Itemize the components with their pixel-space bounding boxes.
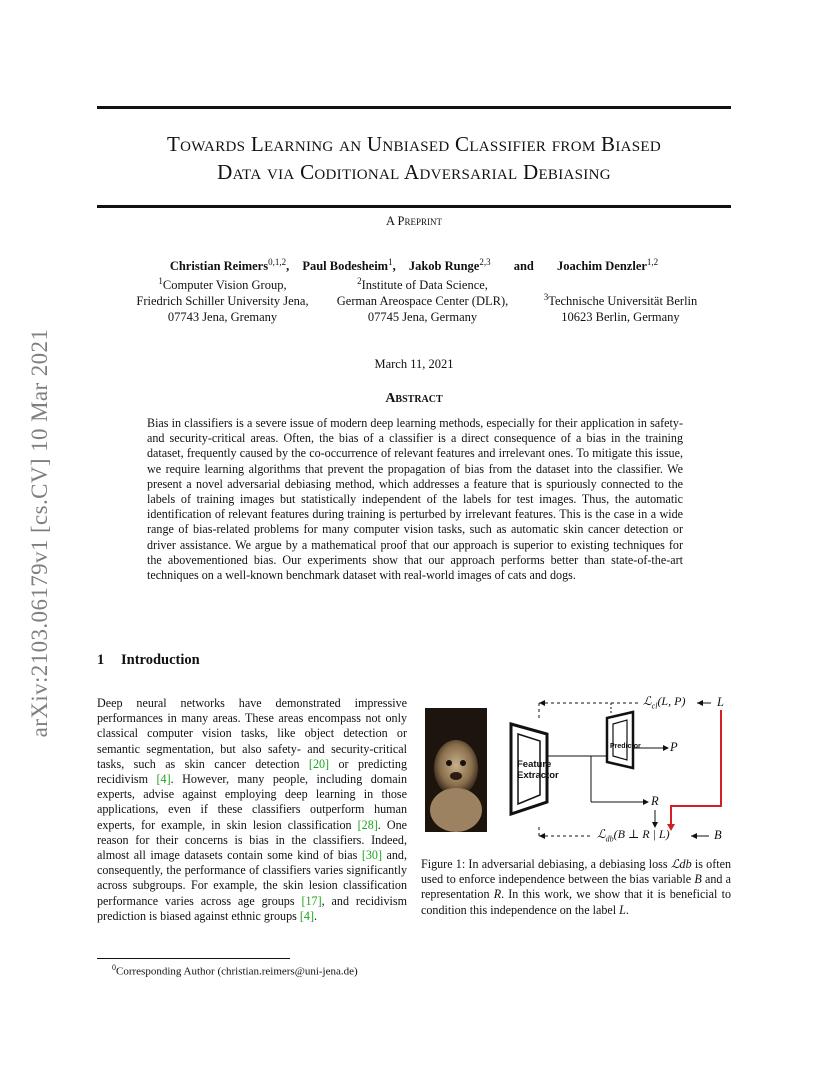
arxiv-identifier: arXiv:2103.06179v1 [cs.CV] 10 Mar 2021 [27, 328, 52, 738]
author-affiliation-mark: 1 [388, 257, 393, 267]
figure-caption [421, 857, 731, 918]
variable-label: B [714, 828, 722, 842]
citation-link[interactable]: [30] [361, 848, 383, 863]
loss-arguments: (B ⊥ R | L) [613, 827, 670, 841]
publication-date: March 11, 2021 [374, 357, 454, 371]
title-bottom-rule [97, 205, 731, 208]
citation-link[interactable]: [17] [301, 893, 322, 908]
feature-extractor-label [517, 759, 559, 781]
author-name: Paul Bodesheim [302, 259, 389, 274]
title-top-rule [97, 106, 731, 109]
text-run: . One reason for their concerns is bias in the classifiers. Indeed, almost all image datasets contain some kind of bias [97, 817, 407, 863]
footnote [112, 963, 358, 978]
debiasing-loss [597, 827, 670, 843]
citation-link[interactable]: [4] [299, 908, 314, 923]
author-affiliation-mark: 2,3 [479, 257, 491, 267]
predictor-label: Predictor [610, 743, 641, 750]
author-list: Christian Reimers$^{0,1,2}$, Paul Bodesheim$^1$, Jakob Runge$^{2,3}$ and Joachim Denzler$^{1,2}$ [169, 257, 659, 274]
affiliation-mark: 2 [357, 276, 362, 286]
section-heading [97, 652, 200, 669]
author-name: Christian Reimers [169, 259, 269, 274]
affiliation-line: 10623 Berlin, Germany [561, 310, 680, 325]
title-line-2: Data via Coditional Adversarial Debiasing [217, 160, 611, 184]
affiliation-line: Institute of Data Science, [361, 278, 488, 293]
author-affiliation-mark: 1,2 [646, 257, 659, 267]
label-condition-path [671, 710, 721, 824]
math-symbol: L [619, 902, 626, 917]
figure-1 [421, 690, 731, 850]
loss-symbol: ℒ [643, 694, 652, 708]
debiasing-diagram [421, 690, 731, 850]
variable-label: R [651, 794, 659, 808]
footnote-mark: 0 [112, 963, 116, 972]
text-run: . [625, 902, 629, 917]
text-run: is often used to enforce independence between the bias variable [421, 857, 731, 887]
affiliation-2 [320, 273, 525, 325]
author-name: Joachim Denzler [557, 259, 647, 274]
affiliation-3 [523, 289, 718, 325]
footnote-rule [97, 958, 290, 959]
affiliation-mark: 3 [543, 292, 549, 302]
text-run: or predicting recidivism [97, 756, 407, 787]
math-symbol: R [493, 887, 502, 902]
feature-extractor-label-line: Extractor [517, 770, 559, 781]
loss-subscript: cl [651, 701, 658, 711]
authors-conjunction: and [513, 259, 534, 274]
preprint-label: A Preprint [386, 214, 442, 228]
affiliation-line: 07743 Jena, Gremany [167, 310, 278, 325]
text-run: . However, many people, including domain experts, advise against employing deep learning in those applications, even if these classifiers outperform human experts, for example, in skin lesion classification [97, 772, 407, 832]
text-run: Figure 1: In adversarial debiasing, a debiasing loss [421, 857, 671, 871]
author-name: Jakob Runge [408, 259, 480, 274]
math-symbol: B [694, 872, 702, 887]
loss-subscript: db [605, 834, 614, 844]
feature-extractor-label-line: Feature [517, 759, 552, 770]
text-run: . [313, 908, 318, 923]
footnote-text: Corresponding Author (christian.reimers@uni-jena.de) [116, 965, 358, 978]
affiliation-line: 07745 Jena, Germany [367, 310, 478, 325]
variable-P [670, 740, 678, 755]
variable-L [717, 695, 724, 710]
citation-link[interactable]: [20] [308, 756, 330, 771]
author-affiliation-mark: 0,1,2 [268, 257, 287, 267]
affiliation-mark: 1 [158, 276, 163, 286]
section-title: Introduction [121, 652, 200, 668]
affiliation-line: Computer Vision Group, [162, 278, 287, 293]
loss-arguments: (L, P) [657, 694, 686, 708]
variable-label: P [670, 740, 678, 754]
abstract-heading: Abstract [385, 391, 443, 406]
text-run: Deep neural networks have demonstrated impressive performances in many areas. These areas encompass not only classical computer vision tasks, like object detection or semantic segmentation, but also safety- and security-critical tasks, such as skin cancer detection [97, 696, 407, 771]
citation-link[interactable]: [4] [156, 772, 171, 787]
loss-symbol: ℒ [597, 827, 606, 841]
text-run: , and recidivism prediction is biased against ethnic groups [97, 893, 407, 923]
paper-title [97, 130, 731, 186]
classification-loss [643, 694, 685, 710]
title-line-1: Towards Learning an Unbiased Classifier from Biased [167, 132, 661, 156]
affiliation-line: Friedrich Schiller University Jena, [136, 294, 309, 309]
affiliation-1 [115, 273, 330, 325]
abstract-text: Bias in classifiers is a severe issue of modern deep learning methods, especially for their application in safety- and security-critical areas. Often, the bias of a classifier is a direct consequence of a bias in the training dataset, frequently caused by the co-occurrence of relevant features and irrelevant ones. To mitigate this issue, we require learning algorithms that prevent the propagation of bias from the dataset into the classifier. We present a novel adversarial debiasing method, which addresses a feature that is spuriously connected to the labels of training images but statistically independent of the labels for test images. Thus, the automatic identification of relevant features during training is perturbed by irrelevant features. This is the case in a wide range of bias-related problems for many computer vision tasks, such as automatic skin cancer detection or driver assistance. We argue by a mathematical proof that our approach is superior to existing techniques for the abovementioned bias. Our experiments show that our approach performs better than state-of-the-art techniques on a well-known benchmark dataset with real-world images of cats and dogs. [147, 416, 683, 583]
variable-B [714, 828, 722, 843]
text-run: and a representation [421, 872, 731, 902]
introduction-paragraph [97, 696, 407, 924]
variable-R [651, 794, 659, 809]
affiliation-line: Technische Universität Berlin [548, 294, 698, 309]
variable-label: L [717, 695, 724, 709]
text-run: and, consequently, the performance of classifiers varies significantly across subgroups. For example, the skin lesion classification performance varies across age groups [97, 848, 408, 908]
math-symbol: ℒdb [670, 857, 692, 871]
section-number: 1 [97, 652, 105, 668]
predictor-block [607, 712, 633, 768]
citation-link[interactable]: [28] [357, 817, 378, 832]
text-run: . In this work, we show that it is beneficial to condition this independence on the label [421, 887, 731, 917]
affiliation-line: German Areospace Center (DLR), [336, 294, 509, 309]
